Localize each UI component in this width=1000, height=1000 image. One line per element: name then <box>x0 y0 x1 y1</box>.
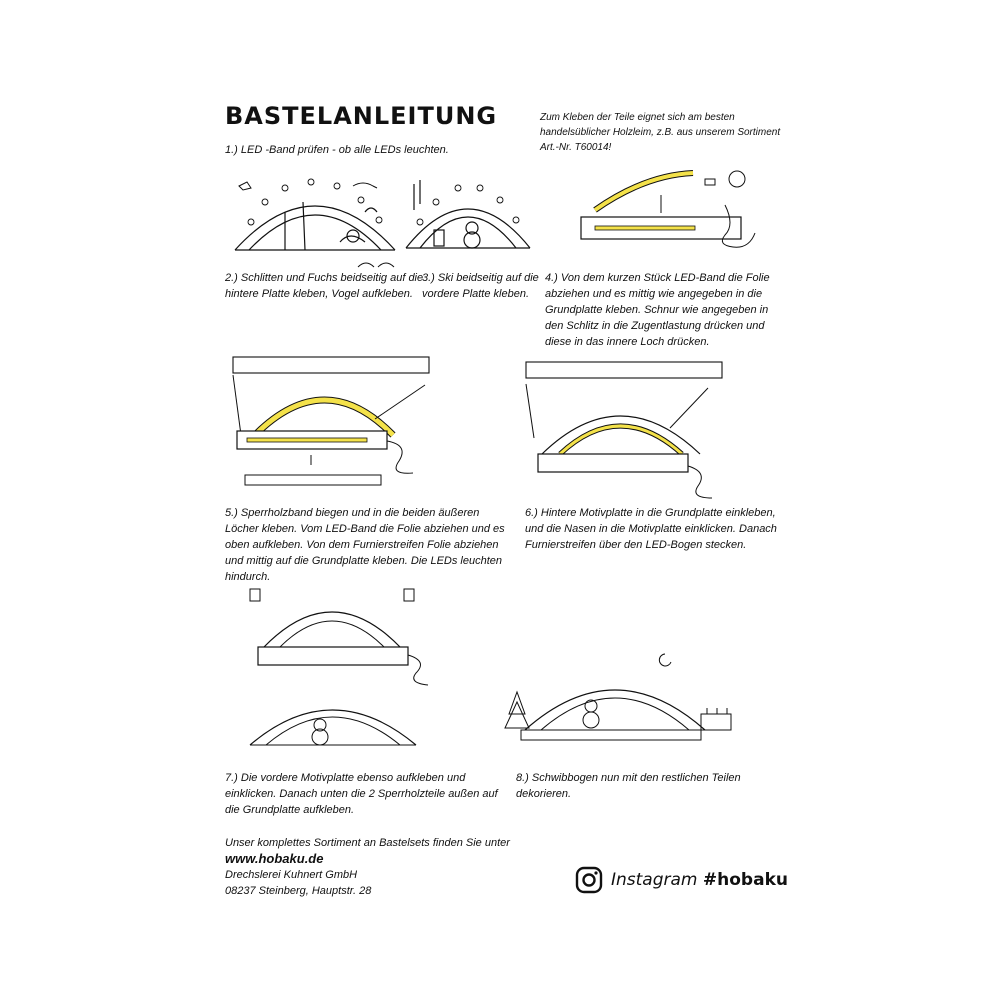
step-8-text: 8.) Schwibbogen nun mit den restlichen Teilen dekorieren. <box>516 772 741 800</box>
instagram-badge <box>575 866 788 894</box>
instagram-handle[interactable]: #hobaku <box>702 870 788 890</box>
glue-note: Zum Kleben der Teile eignet sich am besten handelsüblicher Holzleim, z.B. aus unserem Sortiment Art.-Nr. T60014! <box>540 112 781 153</box>
figure-step-5 <box>225 355 435 490</box>
footer <box>225 835 510 899</box>
step-2-text: 2.) Schlitten und Fuchs beidseitig auf die hintere Platte kleben, Vogel aufkleben. <box>225 272 424 300</box>
footer-intro: Unser komplettes Sortiment an Bastelsets finden Sie unter <box>225 837 510 849</box>
step-7-text: 7.) Die vordere Motivplatte ebenso aufkleben und einklicken. Danach unten die 2 Sperrholzteile außen auf die Grundplatte aufkleben. <box>225 772 498 816</box>
company-address: 08237 Steinberg, Hauptstr. 28 <box>225 885 372 897</box>
instagram-icon <box>575 866 603 894</box>
step-1-text: 1.) LED -Band prüfen - ob alle LEDs leuchten. <box>225 144 449 156</box>
figure-step-2 <box>225 172 405 272</box>
step-5-text: 5.) Sperrholzband biegen und in die beiden äußeren Löcher kleben. Vom LED-Band die Folie abziehen und es oben aufkleben. Von dem Furnierstreifen Folie abziehen und mittig auf die Grundplatte kleben. Die LEDs leuchten hindurch. <box>225 507 505 583</box>
figure-step-3 <box>400 176 535 266</box>
figure-step-7 <box>240 585 440 760</box>
instagram-label: Instagram <box>611 870 698 890</box>
figure-step-8 <box>495 640 735 750</box>
website-link[interactable]: www.hobaku.de <box>225 851 324 866</box>
page-title: BASTELANLEITUNG <box>225 102 498 130</box>
step-3-text: 3.) Ski beidseitig auf die vordere Platte kleben. <box>422 272 539 300</box>
figure-step-6 <box>520 358 730 503</box>
step-6-text: 6.) Hintere Motivplatte in die Grundplatte einkleben, und die Nasen in die Motivplatte einklicken. Danach Furnierstreifen über den LED-Bogen stecken. <box>525 507 777 551</box>
step-4-text: 4.) Von dem kurzen Stück LED-Band die Folie abziehen und es mittig wie angegeben in die Grundplatte kleben. Schnur wie angegeben in den Schlitz in die Zugentlastung drücken und diese in das innere Loch drücken. <box>545 272 770 348</box>
instagram-label-group <box>611 870 788 890</box>
company-name: Drechslerei Kuhnert GmbH <box>225 869 358 881</box>
figure-step-4 <box>575 165 765 255</box>
